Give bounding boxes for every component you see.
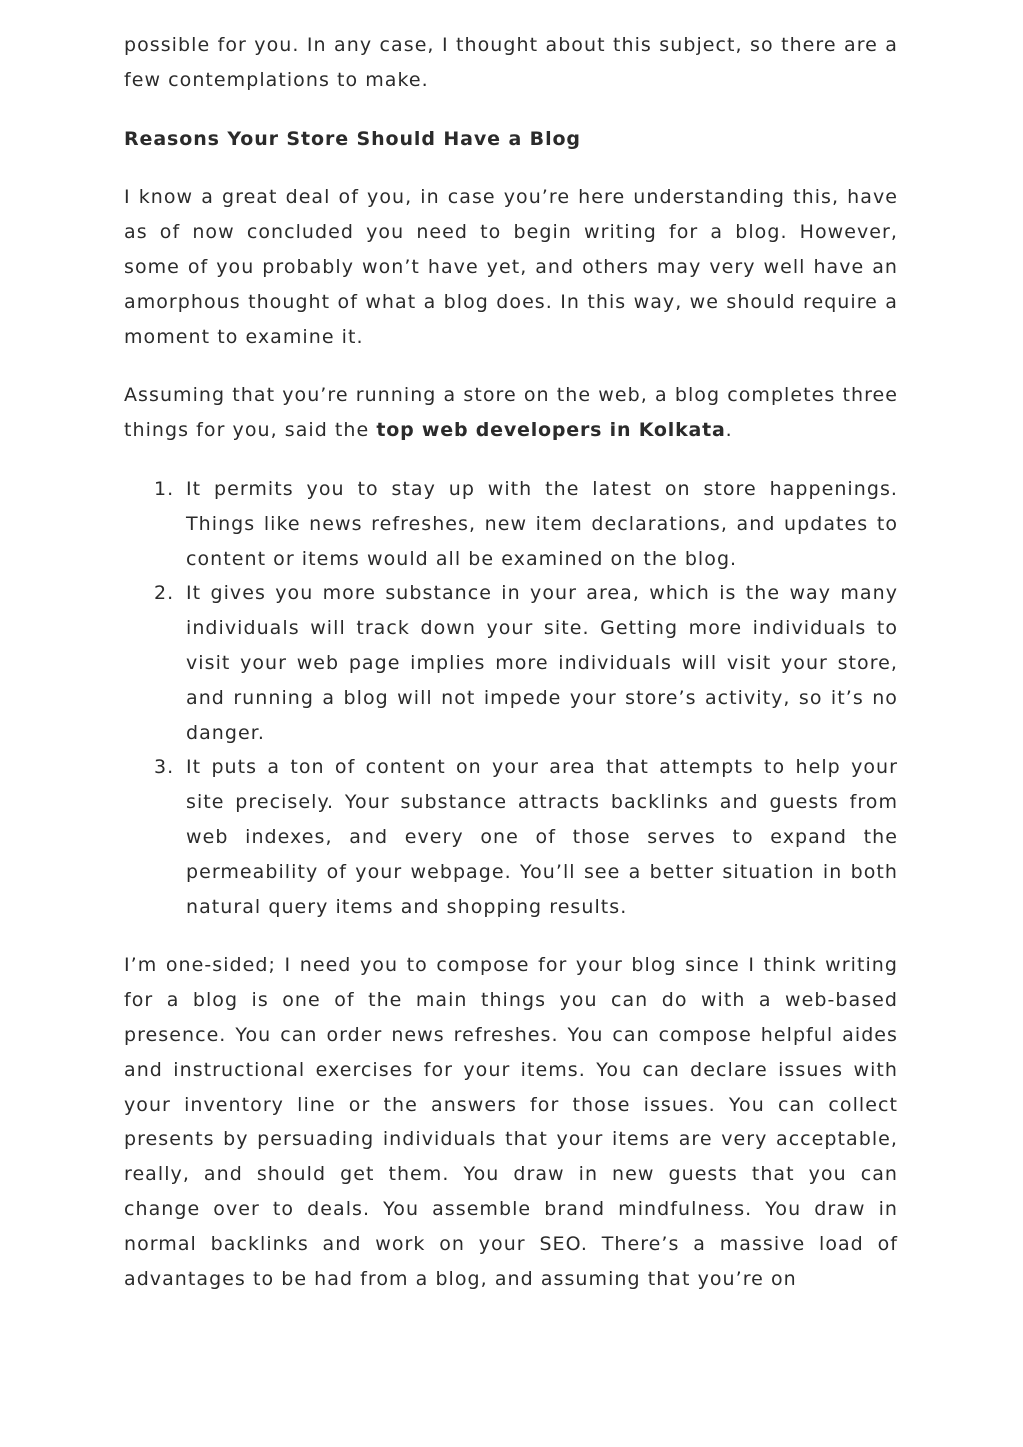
document-page [124,28,898,1296]
list-item [154,576,898,750]
paragraph-blog-intro: I know a great deal of you, in case you’re here understanding this, have as of now concluded you need to begin writing for a blog. However, some of you probably won’t have yet, and others may very well have an amorphous thought of what a blog does. In this way, we should require a moment to examine it. [124,186,898,348]
paragraph-three-things [124,378,898,448]
list-item-number: 1. [154,477,175,500]
paragraph-three-things-text: Assuming that you’re running a store on the web, a blog completes three things for you, said the [124,384,898,442]
list-item-number: 3. [154,756,175,779]
list-item-text: It gives you more substance in your area, which is the way many individuals will track down your site. Getting more individuals to visit your web page implies more individuals will visit your store, and running a blog will not impede your store’s activity, so it’s no danger. [186,582,898,744]
reasons-list [124,472,898,924]
developers-highlight: top web developers in Kolkata [376,419,726,442]
intro-paragraph: possible for you. In any case, I thought about this subject, so there are a few contemplations to make. [124,34,898,91]
paragraph-three-things-end: . [725,419,733,442]
list-item [154,750,898,924]
list-item-number: 2. [154,582,175,605]
section-heading: Reasons Your Store Should Have a Blog [124,127,581,150]
list-item [154,472,898,576]
paragraph-one-sided: I’m one-sided; I need you to compose for your blog since I think writing for a blog is one of the main things you can do with a web-based presence. You can order news refreshes. You can compose helpful aides and instructional exercises for your items. You can declare issues with your inventory line or the answers for those issues. You can collect presents by persuading individuals that your items are very acceptable, really, and should get them. You draw in new guests that you can change over to deals. You assemble brand mindfulness. You draw in normal backlinks and work on your SEO. There’s a massive load of advantages to be had from a blog, and assuming that you’re on [124,954,898,1290]
list-item-text: It permits you to stay up with the latest on store happenings. Things like news refreshes, new item declarations, and updates to content or items would all be examined on the blog. [186,477,898,570]
list-item-text: It puts a ton of content on your area that attempts to help your site precisely. Your substance attracts backlinks and guests from web indexes, and every one of those serves to expand the permeability of your webpage. You’ll see a better situation in both natural query items and shopping results. [186,756,898,918]
